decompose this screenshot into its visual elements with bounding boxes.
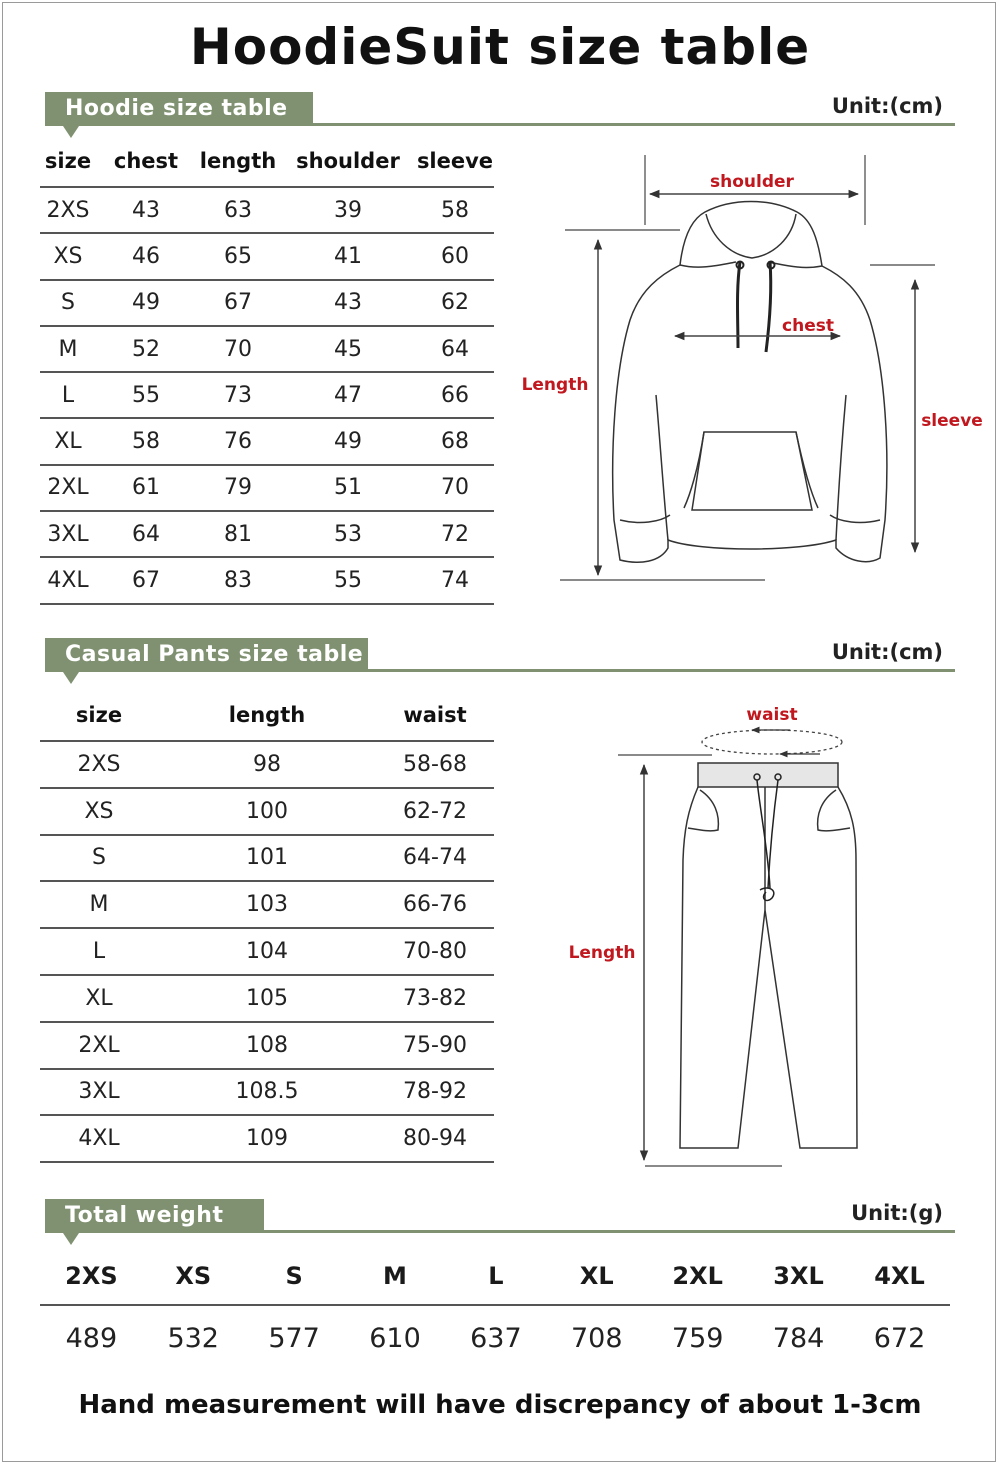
pants-cell-size: XS [40,788,158,835]
weight-size-header: XS [143,1248,244,1305]
hoodie-cell-sleeve: 66 [416,372,494,418]
pants-section-title: Casual Pants size table [65,642,364,667]
hoodie-cell-sleeve: 58 [416,187,494,233]
hoodie-col-size: size [40,136,96,187]
hoodie-cell-chest: 64 [96,511,196,557]
hoodie-cell-length: 83 [196,557,280,603]
weight-value-cell: 637 [470,1322,522,1354]
hoodie-col-chest: chest [96,136,196,187]
hoodie-cell-length: 73 [196,372,280,418]
weight-value-cell: 577 [268,1322,320,1354]
hoodie-cell-shoulder: 55 [280,557,416,603]
weight-value-cell: 610 [369,1322,421,1354]
pants-cell-size: L [40,928,158,975]
weight-size-header: L [445,1248,546,1305]
weight-value-cell: 489 [65,1322,118,1354]
hoodie-cell-shoulder: 41 [280,233,416,279]
hoodie-cell-shoulder: 45 [280,326,416,372]
pants-cell-waist: 80-94 [376,1115,494,1162]
hoodie-cell-chest: 67 [96,557,196,603]
hoodie-cell-size: 2XL [40,465,96,511]
hoodie-cell-chest: 43 [96,187,196,233]
weight-value-cell: 708 [571,1322,623,1354]
hoodie-cell-length: 65 [196,233,280,279]
hoodie-cell-length: 79 [196,465,280,511]
pants-cell-length: 100 [158,788,376,835]
pants-cell-length: 101 [158,835,376,882]
pants-cell-size: 4XL [40,1115,158,1162]
pants-cell-waist: 75-90 [376,1022,494,1069]
weight-value-cell: 784 [772,1322,825,1354]
hoodie-cell-size: 3XL [40,511,96,557]
pants-cell-length: 104 [158,928,376,975]
hoodie-cell-sleeve: 70 [416,465,494,511]
weight-section-title: Total weight [65,1203,224,1228]
pants-cell-waist: 73-82 [376,975,494,1022]
pants-cell-size: 3XL [40,1069,158,1116]
hoodie-section-title: Hoodie size table [65,96,288,121]
chest-label: chest [782,316,834,336]
hoodie-cell-size: 4XL [40,557,96,603]
pants-cell-length: 108.5 [158,1069,376,1116]
hoodie-cell-length: 70 [196,326,280,372]
pants-unit-label: Unit:(cm) [831,640,943,664]
weight-size-header: XL [546,1248,647,1305]
hoodie-cell-shoulder: 53 [280,511,416,557]
hoodie-cell-shoulder: 47 [280,372,416,418]
hoodie-col-length: length [196,136,280,187]
weight-section-tab [45,1199,264,1233]
hoodie-cell-sleeve: 62 [416,280,494,326]
hoodie-cell-sleeve: 60 [416,233,494,279]
hoodie-cell-size: L [40,372,96,418]
hoodie-unit-label: Unit:(cm) [831,94,943,118]
weight-size-header: 3XL [748,1248,849,1305]
hoodie-col-sleeve: sleeve [416,136,494,187]
pants-cell-waist: 58-68 [376,741,494,788]
hoodie-cell-shoulder: 51 [280,465,416,511]
hoodie-cell-sleeve: 72 [416,511,494,557]
pants-cell-length: 109 [158,1115,376,1162]
hoodie-cell-sleeve: 68 [416,418,494,464]
weight-value-cell: 672 [873,1322,926,1354]
weight-header-row [40,1248,950,1305]
hoodie-length-label: Length [521,375,589,395]
hoodie-cell-sleeve: 74 [416,557,494,603]
pants-col-waist: waist [376,690,494,741]
pants-col-size: size [40,690,158,741]
hoodie-cell-shoulder: 49 [280,418,416,464]
hoodie-cell-chest: 61 [96,465,196,511]
pants-col-length: length [158,690,376,741]
hoodie-cell-chest: 46 [96,233,196,279]
weight-size-header: M [345,1248,446,1305]
weight-size-header: S [244,1248,345,1305]
weight-value-cell: 759 [671,1322,724,1354]
pants-cell-waist: 70-80 [376,928,494,975]
weight-section-rule [45,1230,955,1233]
weight-table [40,1248,950,1370]
waist-label: waist [746,705,798,725]
hoodie-cell-size: M [40,326,96,372]
hoodie-cell-length: 67 [196,280,280,326]
hoodie-cell-sleeve: 64 [416,326,494,372]
hoodie-col-shoulder: shoulder [280,136,416,187]
pants-length-label: Length [568,943,636,963]
weight-size-header: 2XS [40,1248,143,1305]
pants-cell-size: 2XS [40,741,158,788]
hoodie-cell-chest: 58 [96,418,196,464]
hoodie-cell-size: 2XS [40,187,96,233]
pants-waistband [698,763,838,787]
hoodie-cell-chest: 55 [96,372,196,418]
hoodie-cell-size: S [40,280,96,326]
sleeve-label: sleeve [921,411,983,431]
measurement-footnote: Hand measurement will have discrepancy of about 1-3cm [78,1390,922,1420]
pants-cell-waist: 78-92 [376,1069,494,1116]
pants-cell-waist: 64-74 [376,835,494,882]
page-title: HoodieSuit size table [189,18,811,76]
pants-cell-size: M [40,881,158,928]
hoodie-cell-shoulder: 43 [280,280,416,326]
pants-cell-length: 103 [158,881,376,928]
hoodie-cell-size: XL [40,418,96,464]
pants-drawstring [754,774,781,900]
pants-cell-size: XL [40,975,158,1022]
hoodie-cell-chest: 52 [96,326,196,372]
hoodie-cell-size: XS [40,233,96,279]
hoodie-cell-chest: 49 [96,280,196,326]
weight-values-row [40,1305,950,1370]
hoodie-cell-length: 81 [196,511,280,557]
pants-cell-size: 2XL [40,1022,158,1069]
weight-size-header: 4XL [849,1248,950,1305]
weight-unit-label: Unit:(g) [851,1201,943,1225]
pants-cell-waist: 62-72 [376,788,494,835]
pants-cell-length: 108 [158,1022,376,1069]
hoodie-cell-length: 76 [196,418,280,464]
pants-cell-size: S [40,835,158,882]
pants-outline [680,787,857,1148]
pants-cell-waist: 66-76 [376,881,494,928]
pants-cell-length: 105 [158,975,376,1022]
hoodie-cell-length: 63 [196,187,280,233]
shoulder-label: shoulder [710,172,794,192]
pants-cell-length: 98 [158,741,376,788]
weight-value-cell: 532 [167,1322,219,1354]
weight-size-header: 2XL [647,1248,748,1305]
hoodie-cell-shoulder: 39 [280,187,416,233]
